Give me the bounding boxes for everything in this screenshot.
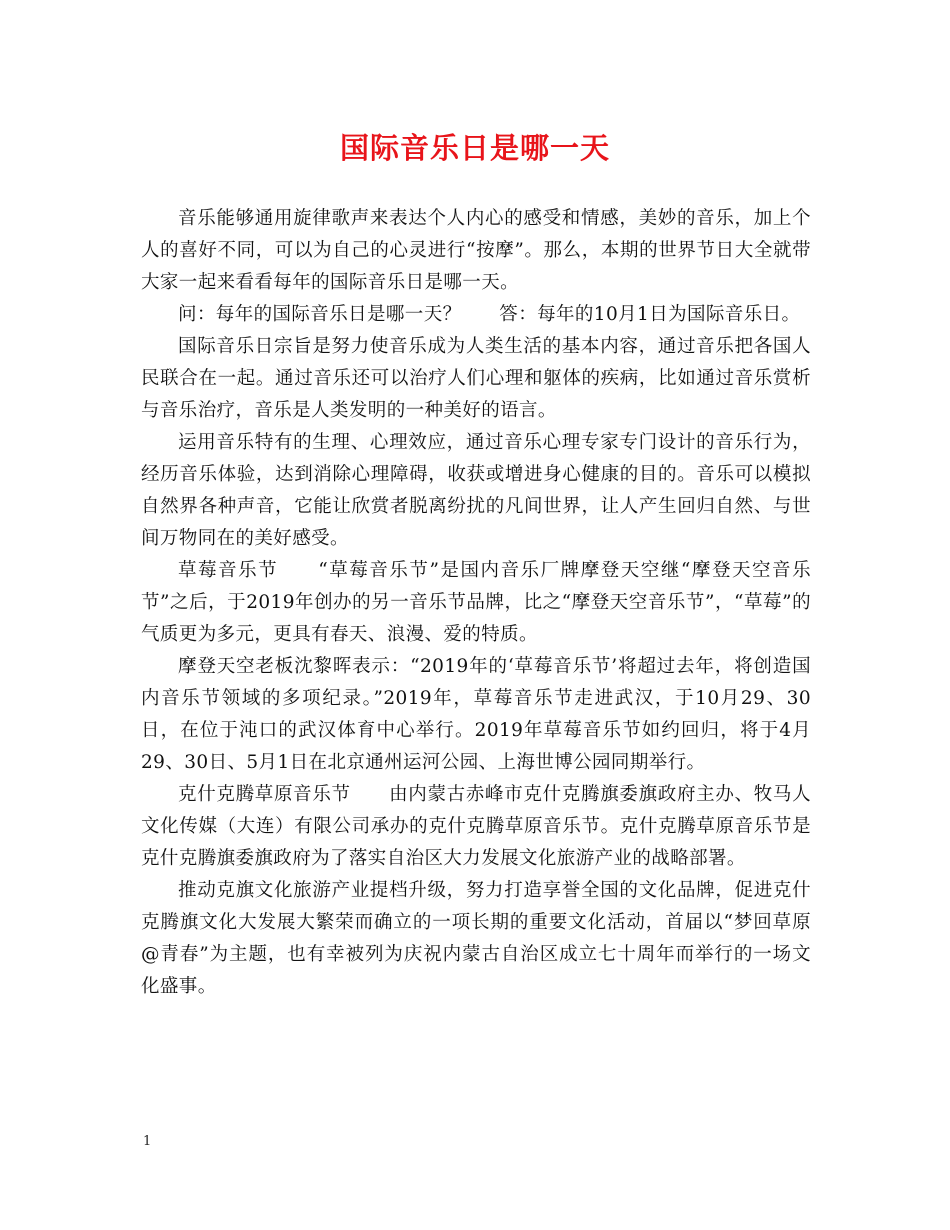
document-title: 国际音乐日是哪一天	[339, 131, 610, 165]
document-body	[141, 203, 811, 1003]
page-number: 1	[143, 1134, 152, 1149]
paragraph-strawberry-festival: 草莓音乐节 “草莓音乐节”是国内音乐厂牌摩登天空继“摩登天空音乐节”之后，于2019年创办的另一音乐节品牌，比之“摩登天空音乐节”，“草莓”的气质更为多元，更具有春天、浪漫、爱的特质。	[141, 560, 811, 645]
paragraph-cultural-tourism: 推动克旗文化旅游产业提档升级，努力打造享誉全国的文化品牌，促进克什克腾旗文化大发展大繁荣而确立的一项长期的重要文化活动，首届以“梦回草原@青春”为主题，也有幸被列为庆祝内蒙古自治区成立七十周年而举行的一场文化盛事。	[141, 880, 811, 997]
paragraph-music-therapy: 运用音乐特有的生理、心理效应，通过音乐心理专家专门设计的音乐行为，经历音乐体验，达到消除心理障碍，收获或增进身心健康的目的。音乐可以模拟自然界各种声音，它能让欣赏者脱离纷扰的凡间世界，让人产生回归自然、与世间万物同在的美好感受。	[141, 432, 811, 549]
paragraph-question-answer: 问：每年的国际音乐日是哪一天？ 答：每年的10月1日为国际音乐日。	[178, 304, 801, 325]
paragraph-intro: 音乐能够通用旋律歌声来表达个人内心的感受和情感，美妙的音乐，加上个人的喜好不同，可以为自己的心灵进行“按摩”。那么，本期的世界节日大全就带大家一起来看看每年的国际音乐日是哪一天。	[141, 208, 811, 293]
paragraph-hexigten-festival: 克什克腾草原音乐节 由内蒙古赤峰市克什克腾旗委旗政府主办、牧马人文化传媒（大连）有限公司承办的克什克腾草原音乐节。克什克腾草原音乐节是克什克腾旗委旗政府为了落实自治区大力发展文化旅游产业的战略部署。	[141, 784, 811, 869]
paragraph-purpose: 国际音乐日宗旨是努力使音乐成为人类生活的基本内容，通过音乐把各国人民联合在一起。通过音乐还可以治疗人们心理和躯体的疾病，比如通过音乐赏析与音乐治疗，音乐是人类发明的一种美好的语言。	[141, 336, 811, 421]
paragraph-modern-sky-statement: 摩登天空老板沈黎晖表示：“2019年的‘草莓音乐节’将超过去年，将创造国内音乐节领域的多项纪录。”2019年，草莓音乐节走进武汉，于10月29、30日，在位于沌口的武汉体育中心举行。2019年草莓音乐节如约回归，将于4月29、30日、5月1日在北京通州运河公园、上海世博公园同期举行。	[141, 656, 811, 773]
